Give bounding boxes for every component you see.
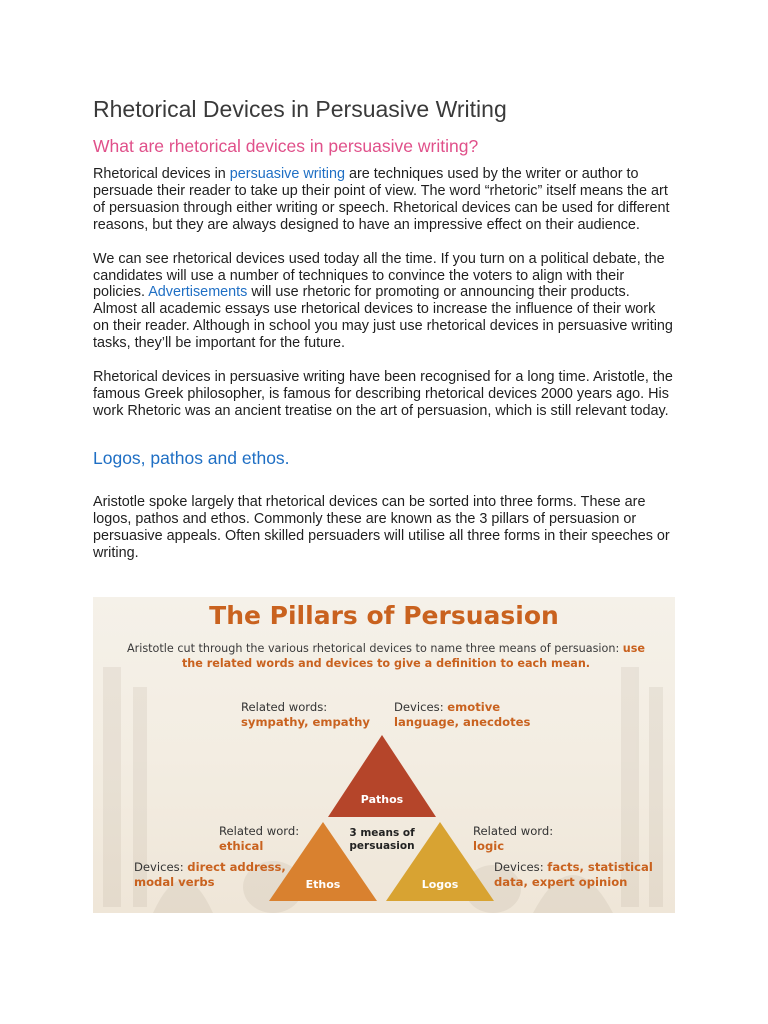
infographic-subtitle: Aristotle cut through the various rhetorical devices to name three means of persuasion: use the related words and devices to give a definition to each mean. xyxy=(126,642,646,670)
logos-related-word: Related word: logic xyxy=(473,824,554,853)
ethos-related-word: Related word: ethical xyxy=(219,824,300,853)
logos-label: Logos xyxy=(421,878,459,891)
article xyxy=(93,94,675,583)
infographic-title: The Pillars of Persuasion xyxy=(209,601,559,630)
section-heading: Logos, pathos and ethos. xyxy=(93,447,290,468)
page-title: Rhetorical Devices in Persuasive Writing xyxy=(93,96,507,122)
three-means-label: 3 means of persuasion xyxy=(349,827,415,852)
ethos-devices: Devices: direct address, modal verbs xyxy=(134,860,286,889)
pathos-related-words: Related words: sympathy, empathy xyxy=(241,700,370,729)
persuasive-writing-link[interactable]: persuasive writing xyxy=(229,166,345,182)
ethos-label: Ethos xyxy=(305,878,341,891)
paragraph-3: Rhetorical devices in persuasive writing have been recognised for a long time. Aristotle, the famous Greek philosopher, is famous for describing rhetorical devices 2000 years ago. His work Rhetoric was an ancient treatise on the art of persuasion, which is still relevant today. xyxy=(93,369,673,419)
question-heading: What are rhetorical devices in persuasive writing? xyxy=(93,136,479,156)
paragraph-1: Rhetorical devices in persuasive writing are techniques used by the writer or author to persuade their reader to take up their point of view. The word “rhetoric” itself means the art of persuasion through either writing or speech. Rhetorical devices can be used for different reasons, but they are always designed to have an impressive effect on their audience. xyxy=(93,166,670,233)
pillars-triangles xyxy=(93,597,675,913)
paragraph-4: Aristotle spoke largely that rhetorical devices can be sorted into three forms. These are logos, pathos and ethos. Commonly these are known as the 3 pillars of persuasion or persuasive appeals. Often skilled persuaders will utilise all three forms in their speeches or writing. xyxy=(93,493,670,561)
pillars-of-persuasion-infographic xyxy=(93,597,675,913)
advertisements-link[interactable]: Advertisements xyxy=(148,284,248,301)
logos-devices: Devices: facts, statistical data, expert opinion xyxy=(494,860,653,889)
pathos-devices: Devices: emotive language, anecdotes xyxy=(394,700,531,729)
paragraph-2: We can see rhetorical devices used today all the time. If you turn on a political debate, the candidates will use a number of techniques to convince the voters to align with their policies. Advertisements will use rhetoric for promoting or announcing their products. Almost all academic essays use rhetorical devices to increase the influence of their work on their reader. Although in school you may just use rhetorical devices in persuasive writing tasks, they’ll be important for the future. xyxy=(93,250,673,352)
pathos-label: Pathos xyxy=(360,793,404,806)
